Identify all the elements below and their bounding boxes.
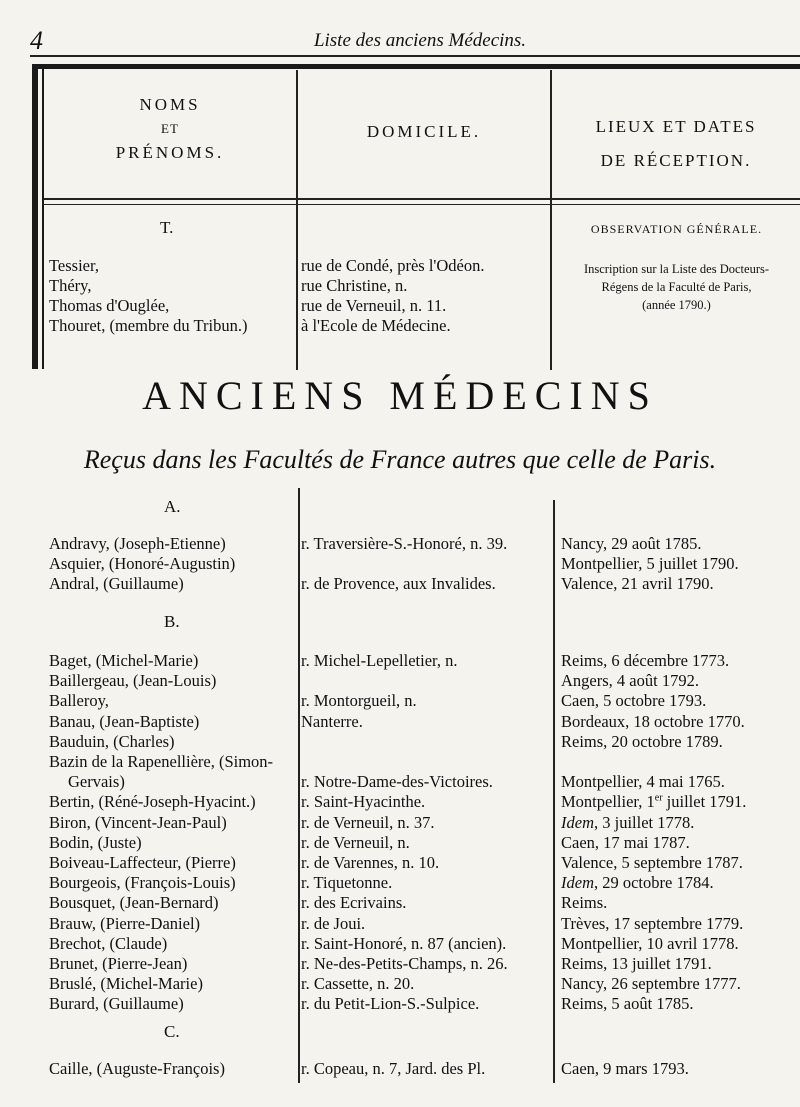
observation-line1: Inscription sur la Liste des Docteurs- (583, 262, 770, 276)
table-row (0, 853, 800, 873)
row-name: Bertin, (Réné-Joseph-Hyacint.) (49, 792, 256, 812)
row-domicile: r. Michel-Lepelletier, n. (301, 651, 458, 670)
names-header-line3: PRÉNOMS. (115, 143, 225, 162)
row-name: Théry, (49, 276, 92, 295)
row-reception: Montpellier, 4 mai 1765. (561, 772, 725, 792)
row-domicile: r. de Verneuil, n. (301, 832, 410, 852)
table-row (0, 712, 800, 732)
section-subtitle: Reçus dans les Facultés de France autres que celle de Paris. (83, 445, 717, 474)
names-header (44, 90, 296, 168)
row-domicile: r. Montorgueil, n. (301, 691, 417, 711)
section-letter-b: B. (164, 612, 180, 631)
row-name: Andral, (Guillaume) (49, 574, 184, 593)
row-name: Brunet, (Pierre-Jean) (49, 954, 188, 973)
row-name: Bauduin, (Charles) (49, 731, 175, 751)
row-name: Thouret, (membre du Tribun.) (49, 316, 248, 335)
row-domicile: r. de Joui. (301, 913, 366, 933)
header-bottom-rule-thin (44, 204, 800, 205)
row-name: Bazin de la Rapenellière, (Simon- (49, 752, 274, 771)
row-reception: Montpellier, 1er juillet 1791. (561, 792, 747, 812)
row-domicile: à l'Ecole de Médecine. (301, 316, 451, 335)
table-row (0, 534, 800, 554)
table-row (0, 752, 800, 772)
row-reception: Reims, 20 octobre 1789. (561, 731, 723, 751)
section-letter-c: C. (164, 1022, 180, 1041)
row-reception: Reims, 6 décembre 1773. (561, 651, 730, 670)
row-domicile: r. de Varennes, n. 10. (301, 853, 440, 872)
row-reception: Caen, 17 mai 1787. (561, 832, 690, 852)
row-name: Bousquet, (Jean-Bernard) (49, 893, 219, 913)
table-row (0, 671, 800, 691)
row-name: Bruslé, (Michel-Marie) (49, 974, 203, 994)
table-row (0, 914, 800, 934)
row-name: Bodin, (Juste) (49, 832, 142, 852)
row-name: Baillergeau, (Jean-Louis) (49, 671, 217, 691)
observation-heading: OBSERVATION GÉNÉRALE. (590, 222, 763, 236)
observation-line2: Régens de la Faculté de Paris, (601, 280, 752, 294)
row-name: Boiveau-Laffecteur, (Pierre) (49, 853, 236, 872)
table-row (0, 554, 800, 574)
names-header-line1: NOMS (139, 95, 201, 114)
row-reception: Idem, 3 juillet 1778. (561, 812, 695, 832)
row-domicile: r. Cassette, n. 20. (301, 974, 415, 994)
section-letter-t: T. (160, 218, 174, 237)
row-reception: Valence, 21 avril 1790. (561, 574, 714, 593)
table-frame-top (32, 64, 800, 69)
observation-line3: (année 1790.) (642, 298, 711, 312)
row-name: Bourgeois, (François-Louis) (49, 873, 236, 893)
row-name: Brechot, (Claude) (49, 933, 168, 953)
table-row (0, 893, 800, 913)
table-row (0, 256, 800, 276)
row-domicile: rue de Verneuil, n. 11. (301, 296, 447, 315)
section-title: ANCIENS MÉDECINS (142, 373, 658, 418)
page-number: 4 (30, 26, 43, 55)
row-domicile: r. Traversière-S.-Honoré, n. 39. (301, 534, 508, 553)
row-reception: Caen, 9 mars 1793. (561, 1059, 689, 1078)
row-reception: Montpellier, 5 juillet 1790. (561, 554, 739, 573)
row-reception: Trèves, 17 septembre 1779. (561, 913, 744, 933)
table-row (0, 792, 800, 812)
row-domicile: r. de Verneuil, n. 37. (301, 812, 435, 832)
domicile-header: DOMICILE. (366, 122, 482, 141)
row-name: Gervais) (68, 772, 125, 792)
row-domicile: rue Christine, n. (301, 276, 408, 295)
places-header (552, 112, 800, 176)
header-rule (30, 55, 800, 57)
row-domicile: rue de Condé, près l'Odéon. (301, 256, 485, 275)
row-reception: Reims. (561, 893, 608, 913)
row-name: Brauw, (Pierre-Daniel) (49, 913, 201, 933)
row-domicile: r. Saint-Honoré, n. 87 (ancien). (301, 933, 507, 953)
section-letter-a: A. (164, 497, 181, 516)
table-row (0, 296, 800, 316)
row-name: Andravy, (Joseph-Etienne) (49, 534, 226, 553)
places-header-line2: DE RÉCEPTION. (600, 151, 752, 170)
row-name: Asquier, (Honoré-Augustin) (49, 554, 236, 573)
row-reception: Nancy, 29 août 1785. (561, 534, 702, 553)
row-domicile: r. Tiquetonne. (301, 873, 393, 893)
row-reception: Caen, 5 octobre 1793. (561, 691, 707, 711)
row-reception: Nancy, 26 septembre 1777. (561, 974, 741, 994)
row-name: Balleroy, (49, 691, 109, 711)
header-bottom-rule (44, 198, 800, 200)
table-row (0, 732, 800, 752)
row-reception: Valence, 5 septembre 1787. (561, 853, 743, 872)
table-row (0, 873, 800, 893)
row-domicile: r. Copeau, n. 7, Jard. des Pl. (301, 1059, 486, 1078)
row-domicile: r. des Ecrivains. (301, 893, 407, 913)
table-row (0, 833, 800, 853)
row-name: Thomas d'Ouglée, (49, 296, 170, 315)
row-name: Tessier, (49, 256, 99, 275)
row-reception: Montpellier, 10 avril 1778. (561, 933, 739, 953)
row-name: Burard, (Guillaume) (49, 994, 184, 1014)
row-domicile: r. de Provence, aux Invalides. (301, 574, 496, 593)
table-row (0, 954, 800, 974)
row-domicile: r. Saint-Hyacinthe. (301, 792, 426, 812)
table-row (0, 574, 800, 594)
row-name: Banau, (Jean-Baptiste) (49, 711, 200, 731)
row-reception: Bordeaux, 18 octobre 1770. (561, 711, 745, 731)
row-domicile: Nanterre. (301, 711, 363, 731)
table-row (0, 934, 800, 954)
table-row (0, 316, 800, 336)
row-reception: Angers, 4 août 1792. (561, 671, 699, 691)
names-header-line2: ET (161, 121, 179, 136)
row-reception: Idem, 29 octobre 1784. (561, 873, 714, 893)
running-head (0, 30, 800, 52)
table-row (0, 1059, 800, 1079)
table-row (0, 651, 800, 671)
places-header-line1: LIEUX ET DATES (595, 117, 757, 136)
row-name: Caille, (Auguste-François) (49, 1059, 225, 1078)
table-row (0, 691, 800, 711)
table-row (0, 813, 800, 833)
running-head-text: Liste des anciens Médecins. (313, 30, 527, 51)
row-reception: Reims, 5 août 1785. (561, 994, 694, 1014)
table-row (0, 974, 800, 994)
row-reception: Reims, 13 juillet 1791. (561, 954, 712, 973)
row-name: Biron, (Vincent-Jean-Paul) (49, 812, 227, 832)
row-name: Baget, (Michel-Marie) (49, 651, 199, 670)
row-domicile: r. du Petit-Lion-S.-Sulpice. (301, 994, 480, 1014)
table-row (0, 994, 800, 1014)
row-domicile: r. Notre-Dame-des-Victoires. (301, 772, 493, 792)
table-row (0, 276, 800, 296)
table-row (0, 772, 800, 792)
row-domicile: r. Ne-des-Petits-Champs, n. 26. (301, 954, 508, 973)
